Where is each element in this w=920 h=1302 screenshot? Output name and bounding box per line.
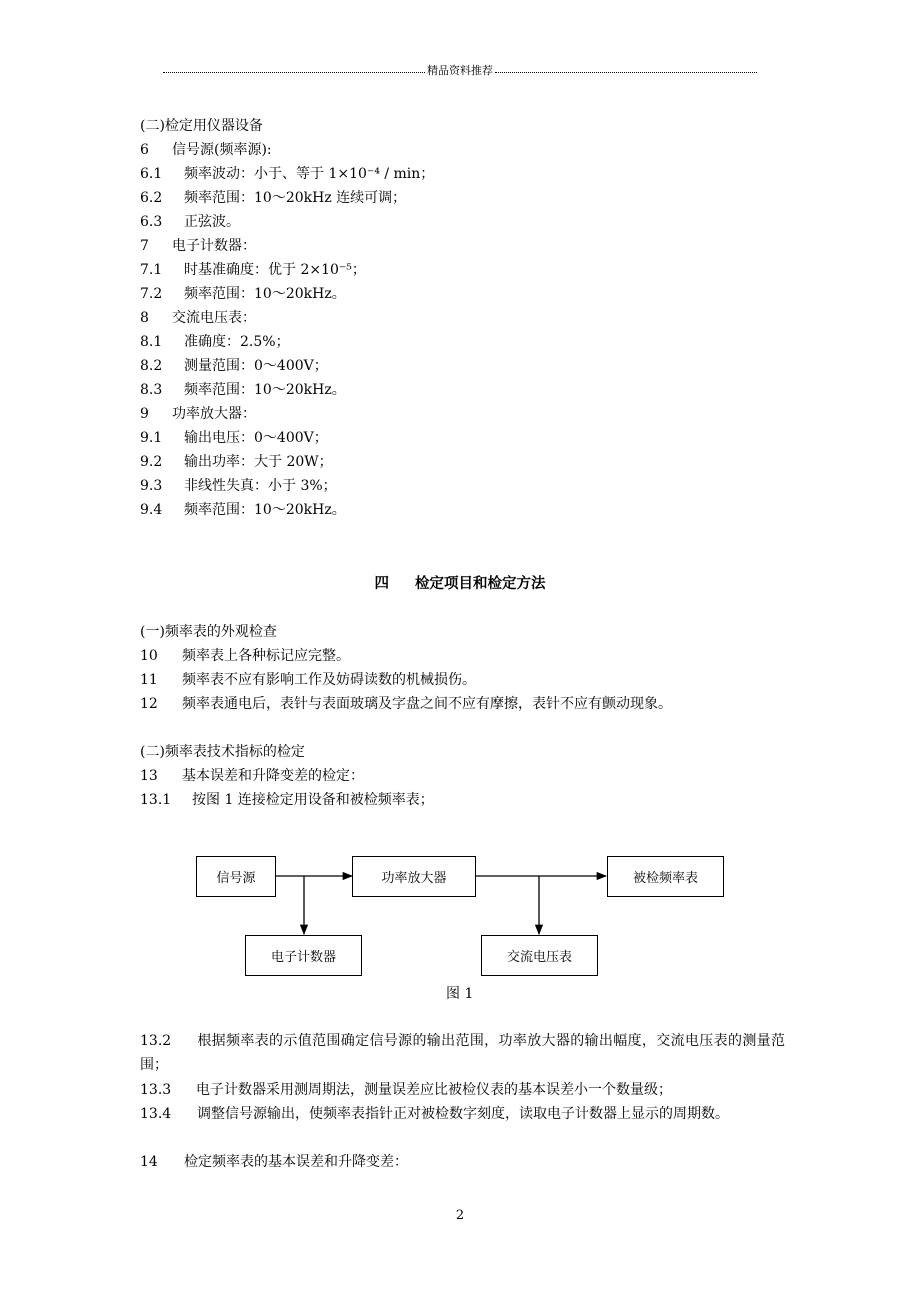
list-item	[140, 164, 434, 184]
page-header	[163, 63, 757, 79]
list-item	[140, 236, 256, 256]
box-ac-voltmeter: 交流电压表	[481, 935, 598, 976]
item-text: 频率表上各种标记应完整。	[182, 648, 350, 664]
item-number: 13.2	[140, 1033, 172, 1049]
item-text: 电子计数器：	[172, 238, 256, 254]
item-number: 13	[140, 768, 158, 784]
item-number: 9	[140, 406, 149, 422]
item-number: 8.2	[140, 358, 163, 374]
item-number: 8.1	[140, 334, 163, 350]
item-number: 6	[140, 142, 149, 158]
list-item	[140, 452, 333, 472]
item-text: 测量范围：0～400V；	[184, 358, 328, 374]
chapter-number: 四	[374, 576, 389, 592]
figure-caption: 图 1	[446, 986, 474, 1002]
item-number: 6.2	[140, 190, 163, 206]
section-appearance-title: (一)频率表的外观检查	[140, 624, 277, 640]
item-text: 频率范围：10～20kHz 连续可调；	[184, 190, 407, 206]
item-text: 频率范围：10～20kHz。	[184, 502, 346, 518]
box-electronic-counter: 电子计数器	[245, 935, 362, 976]
header-dots-left	[163, 72, 425, 73]
item-text: 调整信号源输出，使频率表指针正对被检数字刻度，读取电子计数器上显示的周期数。	[197, 1106, 729, 1122]
list-item	[140, 188, 406, 208]
item-text: 检定频率表的基本误差和升降变差：	[184, 1154, 408, 1170]
list-item	[140, 1080, 672, 1100]
item-text: 非线性失真：小于 3%；	[184, 478, 337, 494]
item-text: 基本误差和升降变差的检定：	[182, 768, 364, 784]
item-text: 根据频率表的示值范围确定信号源的输出范围，功率放大器的输出幅度，交流电压表的测量范围；	[140, 1033, 785, 1073]
list-item	[140, 500, 346, 520]
item-number: 7.2	[140, 286, 163, 302]
list-item	[140, 646, 350, 666]
list-item	[140, 670, 476, 690]
list-item	[140, 790, 434, 810]
item-text: 频率波动：小于、等于 1×10⁻⁴ / min；	[184, 166, 435, 182]
list-item	[140, 476, 337, 496]
item-number: 11	[140, 672, 158, 688]
item-number: 13.3	[140, 1082, 172, 1098]
item-number: 8	[140, 310, 149, 326]
item-number: 13.1	[140, 792, 172, 808]
list-item	[140, 428, 328, 448]
box-signal-source: 信号源	[196, 856, 276, 897]
list-item	[140, 308, 256, 328]
paragraph-item	[140, 1102, 785, 1126]
box-meter-under-test: 被检频率表	[607, 856, 724, 897]
paragraph-item	[140, 1029, 785, 1077]
item-text: 功率放大器：	[172, 406, 256, 422]
item-number: 9.4	[140, 502, 163, 518]
list-item	[140, 284, 346, 304]
list-item	[140, 356, 328, 376]
item-number: 9.1	[140, 430, 163, 446]
section-equipment-title: (二)检定用仪器设备	[140, 118, 263, 134]
list-item	[140, 212, 240, 232]
item-number: 9.3	[140, 478, 163, 494]
item-text: 频率表通电后，表针与表面玻璃及字盘之间不应有摩擦，表针不应有颤动现象。	[182, 696, 672, 712]
item-number: 6.1	[140, 166, 163, 182]
list-item	[140, 260, 366, 280]
item-text: 电子计数器采用测周期法，测量误差应比被检仪表的基本误差小一个数量级；	[196, 1082, 672, 1098]
item-text: 按图 1 连接检定用设备和被检频率表；	[192, 792, 434, 808]
header-dots-right	[495, 72, 757, 73]
item-number: 13.4	[140, 1106, 172, 1122]
item-text: 频率表不应有影响工作及妨碍读数的机械损伤。	[182, 672, 476, 688]
item-text: 交流电压表：	[172, 310, 256, 326]
page-number: 2	[455, 1208, 465, 1223]
chapter-title: 检定项目和检定方法	[415, 576, 546, 592]
item-number: 6.3	[140, 214, 163, 230]
item-number: 8.3	[140, 382, 163, 398]
item-number: 10	[140, 648, 158, 664]
item-text: 信号源(频率源):	[172, 142, 272, 158]
list-item	[140, 380, 346, 400]
item-number: 12	[140, 696, 158, 712]
box-power-amplifier: 功率放大器	[352, 856, 476, 897]
item-text: 频率范围：10～20kHz。	[184, 286, 346, 302]
item-text: 时基准确度：优于 2×10⁻⁵；	[184, 262, 366, 278]
item-text: 正弦波。	[184, 214, 240, 230]
section-tech-title: (二)频率表技术指标的检定	[140, 744, 305, 760]
item-text: 输出电压：0～400V；	[184, 430, 328, 446]
item-text: 准确度：2.5%；	[184, 334, 290, 350]
item-text: 输出功率：大于 20W；	[184, 454, 333, 470]
item-number: 14	[140, 1154, 158, 1170]
chapter-heading	[0, 574, 920, 594]
list-item	[140, 404, 256, 424]
list-item	[140, 140, 272, 160]
header-text: 精品资料推荐	[427, 64, 493, 77]
item-text: 频率范围：10～20kHz。	[184, 382, 346, 398]
item-number: 7.1	[140, 262, 163, 278]
list-item	[140, 1152, 408, 1172]
list-item	[140, 694, 672, 714]
list-item	[140, 332, 290, 352]
item-number: 9.2	[140, 454, 163, 470]
list-item	[140, 766, 364, 786]
item-number: 7	[140, 238, 149, 254]
